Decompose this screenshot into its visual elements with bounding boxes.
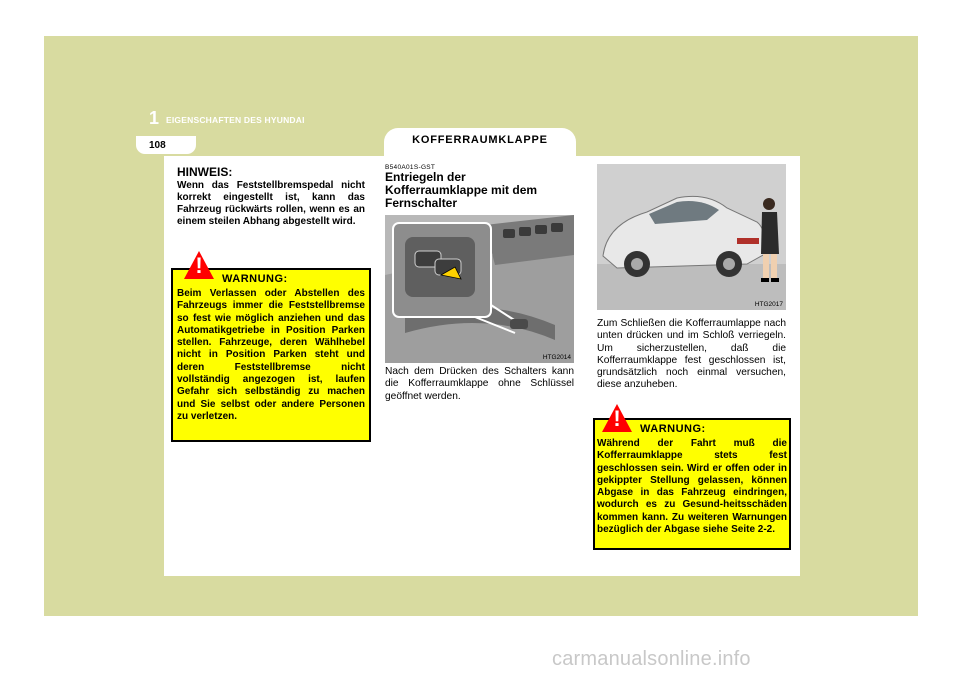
note-text: Wenn das Feststellbremspedal nicht korrekt eingestellt ist, kann das Fahrzeug rückwärts rollen, wenn es an einem steilen Abhang abgestellt wird. <box>177 180 365 227</box>
warning-title: WARNUNG: <box>640 423 706 435</box>
body-text-remote: Nach dem Drücken des Schalters kann die Kofferraumklappe ohne Schlüssel geöffnet werden. <box>385 366 574 402</box>
body-text-closing: Zum Schließen die Kofferraumlappe nach unten drücken und im Schloß verriegeln. Um sicherzustellen, daß die Kofferraumklappe fest geschlossen ist, grundsätzlich noch einmal versuchen, diese anzuheben. <box>597 318 786 391</box>
warning-title: WARNUNG: <box>222 273 288 285</box>
exclamation-icon: ! <box>613 406 621 431</box>
remote-switch-photo <box>385 215 574 363</box>
door-panel-illustration <box>385 215 574 363</box>
note-title: HINWEIS: <box>177 165 233 179</box>
section-code: B540A01S-GST <box>385 164 436 171</box>
watermark: carmanualsonline.info <box>552 648 751 670</box>
subsection-heading: Entriegeln der Kofferraumklappe mit dem Fernschalter <box>385 170 538 210</box>
page-number: 108 <box>149 140 166 151</box>
photo-label: HTG2014 <box>542 354 571 361</box>
exclamation-icon: ! <box>195 253 203 278</box>
car-illustration <box>597 164 786 310</box>
chapter-title: EIGENSCHAFTEN DES HYUNDAI <box>166 115 305 125</box>
chapter-number: 1 <box>149 108 160 128</box>
trunk-closing-photo <box>597 164 786 310</box>
warning-text: Beim Verlassen oder Abstellen des Fahrzeugs immer die Feststellbremse so fest wie möglich anziehen und das Automatikgetriebe in Position Parken stellen. Fahrzeuge, deren Wählhebel nicht in Position Parken steht und deren Feststellbremse nicht vollständig angezogen ist, laufen Gefahr sich selbständig zu machen und Sie selbst oder andere Personen zu verletzen. <box>177 288 365 422</box>
section-title: KOFFERRAUMKLAPPE <box>412 134 548 146</box>
photo-label: HTG2017 <box>754 301 783 308</box>
page-number-tab <box>136 136 196 154</box>
warning-text: Während der Fahrt muß die Kofferraumklappe stets fest geschlossen sein. Wird er offen oder in gekippter Stellung gelassen, können Abgase in das Fahrzeug eindringen, wodurch es zu Gesund-heitsschäden kommen kann. Zu weiteren Warnungen bezüglich der Abgase siehe Seite 2-2. <box>597 438 787 536</box>
